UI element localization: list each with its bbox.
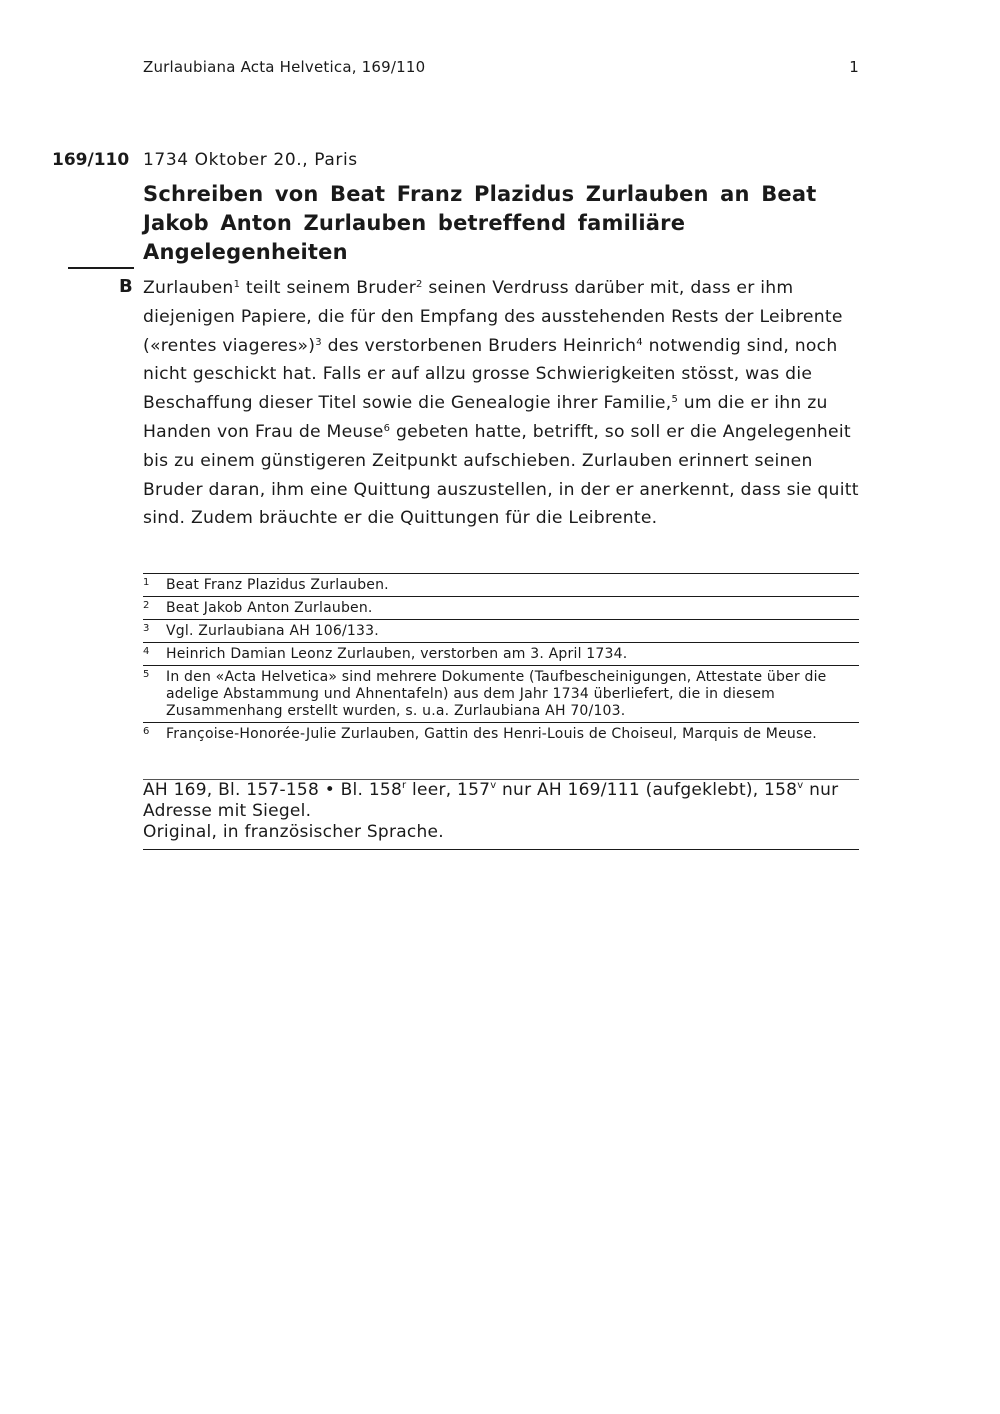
abstract-segment: des verstorbenen Bruders Heinrich <box>321 335 637 356</box>
folio-side: v <box>490 780 497 791</box>
document-date-place: 1734 Oktober 20., Paris <box>143 150 358 170</box>
source-original-note: Original, in französischer Sprache. <box>143 822 444 842</box>
footnote-ref[interactable]: 1 <box>233 279 241 290</box>
margin-rule <box>68 267 134 269</box>
footnote-item <box>143 596 859 619</box>
page-number: 1 <box>849 58 859 76</box>
footnote-item <box>143 573 859 596</box>
source-location <box>143 780 859 822</box>
abstract-segment: um die er ihn zu Handen von Frau de Meuse <box>143 393 828 442</box>
footnote-text: Heinrich Damian Leonz Zurlauben, verstorben am 3. April 1734. <box>166 646 628 662</box>
footnote-text: Vgl. Zurlaubiana AH 106/133. <box>166 623 379 639</box>
footnote-item <box>143 619 859 642</box>
footnote-ref[interactable]: 5 <box>671 394 679 406</box>
running-head <box>143 58 859 76</box>
source-segment: leer, 157 <box>406 780 491 800</box>
abstract-segment: teilt seinem Bruder <box>240 278 417 298</box>
footnote-list <box>143 573 859 745</box>
footnote-number: 2 <box>143 600 150 611</box>
abstract-text <box>143 274 868 533</box>
footnote-ref[interactable]: 2 <box>416 279 423 290</box>
footnote-text: Françoise-Honorée-Julie Zurlauben, Gattin des Henri-Louis de Choiseul, Marquis de Meuse. <box>166 726 817 742</box>
abstract-segment: gebeten hatte, betrifft, so soll er die Angelegenheit bis zu einem günstigeren Zeitpunkt aufschieben. Zurlauben erinnert seinen Bruder daran, ihm eine Quittung auszustellen, in der er anerkennt, dass sie quitt sind. Zudem bräuchte er die Quittungen für die Leibrente. <box>143 421 859 529</box>
source-block <box>143 779 859 850</box>
footnote-item <box>143 642 859 665</box>
footnote-ref[interactable]: 4 <box>636 336 643 348</box>
footnote-text: In den «Acta Helvetica» sind mehrere Dokumente (Taufbescheinigungen, Attestate über die adelige Abstammung und Ahnentafeln) aus dem Jahr 1734 überliefert, die in diesem Zusammenhang erstellt wurden, s. u.a. Zurlaubiana AH 70/103. <box>166 669 827 719</box>
footnote-number: 5 <box>143 669 150 680</box>
footnote-item <box>143 665 859 722</box>
document-number: 169/110 <box>52 150 130 170</box>
footnote-text: Beat Jakob Anton Zurlauben. <box>166 600 373 616</box>
source-segment: nur AH 169/111 (aufgeklebt), 158 <box>496 780 798 800</box>
abstract-segment: notwendig sind, noch nicht geschickt hat. Falls er auf allzu grosse Schwierigkeiten stösst, was die Beschaffung dieser Titel sowie die Genealogie ihrer Familie, <box>143 335 838 414</box>
abstract-segment: seinen Verdruss darüber mit, dass er ihm diejenigen Papiere, die für den Empfang des ausstehenden Rests der Leibrente («rentes viageres») <box>143 278 843 356</box>
footnote-text: Beat Franz Plazidus Zurlauben. <box>166 577 389 593</box>
footnote-number: 1 <box>143 577 150 588</box>
footnote-ref[interactable]: 6 <box>383 422 391 434</box>
footnote-number: 6 <box>143 726 150 737</box>
footnote-item <box>143 722 859 745</box>
source-segment: nur Adresse mit Siegel. <box>143 780 839 821</box>
margin-letter: B <box>119 276 133 297</box>
abstract-segment: Zurlauben <box>143 278 234 298</box>
running-title: Zurlaubiana Acta Helvetica, 169/110 <box>143 58 426 76</box>
source-segment: AH 169, Bl. 157-158 • Bl. 158 <box>143 780 403 800</box>
footnote-number: 4 <box>143 646 150 657</box>
folio-side: r <box>402 780 407 791</box>
footnote-number: 3 <box>143 623 150 634</box>
document-title: Schreiben von Beat Franz Plazidus Zurlauben an Beat Jakob Anton Zurlauben betreffend familiäre Angelegenheiten <box>143 182 817 264</box>
folio-side: v <box>797 780 804 791</box>
footnote-ref[interactable]: 3 <box>315 336 322 348</box>
